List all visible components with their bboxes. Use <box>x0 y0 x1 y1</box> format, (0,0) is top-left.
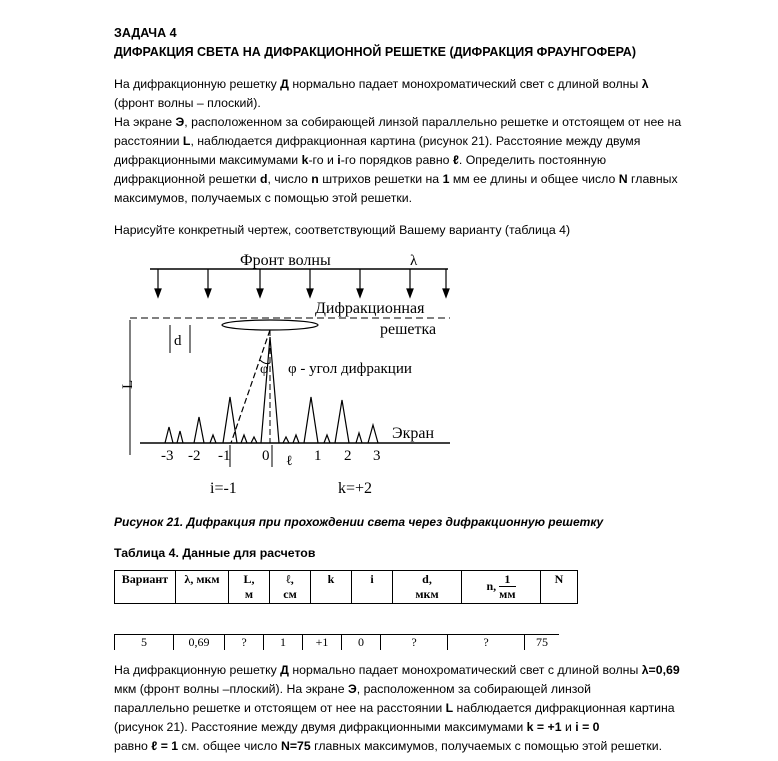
order-label-minus-2: -2 <box>188 448 201 464</box>
table-title: Таблица 4. Данные для расчетов <box>114 546 316 560</box>
L-label: L <box>120 379 136 389</box>
col-lambda: λ, мкм <box>176 571 229 604</box>
solution-line-3: параллельно решетке и отстоящем от нее на расстоянии L наблюдается дифракционная картина <box>114 701 675 715</box>
intro-line-1: На дифракционную решетку Д нормально падает монохроматический свет с длиной волны λ <box>114 77 649 91</box>
data-table-header <box>114 570 578 604</box>
col-n: n, $\frac{1}{мм}$ <box>462 571 541 604</box>
ell-label: ℓ <box>286 454 293 469</box>
wave-front-label: Фронт волны <box>240 252 331 269</box>
value-k: +1 <box>303 635 342 651</box>
intro-line-5: дифракционными максимумами k-го и i-го порядков равно ℓ. Определить постоянную <box>114 153 607 167</box>
col-L: L, м <box>229 571 270 604</box>
order-label-minus-3: -3 <box>161 448 174 464</box>
peak-minus-1 <box>223 397 237 443</box>
value-n: ? <box>448 635 525 651</box>
peak-plus-3 <box>368 425 378 443</box>
intro-line-3: На экране Э, расположенном за собирающей линзой параллельно решетке и отстоящем от нее на <box>114 115 682 129</box>
solution-line-1: На дифракционную решетку Д нормально падает монохроматический свет с длиной волны λ=0,69 <box>114 663 680 677</box>
solution-line-2: мкм (фронт волны –плоский). На экране Э, расположенном за собирающей линзой <box>114 682 591 696</box>
task-number: ЗАДАЧА 4 <box>114 26 177 40</box>
value-L: ? <box>225 635 264 651</box>
col-variant: Вариант <box>115 571 176 604</box>
i-order-label: i=-1 <box>210 480 237 497</box>
diffraction-figure <box>110 245 470 500</box>
order-label-2: 2 <box>344 448 352 464</box>
intro-line-4: расстоянии L, наблюдается дифракционная картина (рисунок 21). Расстояние между двумя <box>114 134 641 148</box>
value-d: ? <box>381 635 448 651</box>
intensity-profile <box>165 337 378 443</box>
lambda-label: λ <box>410 253 418 269</box>
intro-line-6: дифракционной решетки d, число n штрихов решетки на 1 мм ее длины и общее число N главных <box>114 172 678 186</box>
grating-label-1: Дифракционная <box>315 300 425 317</box>
draw-instruction: Нарисуйте конкретный чертеж, соответствующий Вашему варианту (таблица 4) <box>114 223 571 237</box>
solution-line-4: (рисунок 21). Расстояние между двумя дифракционными максимумами k = +1 и i = 0 <box>114 720 600 734</box>
solution-line-5: равно ℓ = 1 см. общее число N=75 главных максимумов, получаемых с помощью этой решетки. <box>114 739 663 753</box>
phi-description: φ - угол дифракции <box>288 361 412 377</box>
peak-minus-3 <box>165 427 173 443</box>
col-d: d, мкм <box>393 571 462 604</box>
k-order-label: k=+2 <box>338 480 373 497</box>
value-i: 0 <box>342 635 381 651</box>
order-label-1: 1 <box>314 448 322 464</box>
order-label-3: 3 <box>373 448 381 464</box>
d-label: d <box>174 333 182 349</box>
col-i: i <box>352 571 393 604</box>
intro-line-7: максимумов, получаемых с помощью этой решетки. <box>114 191 412 205</box>
lens <box>222 320 318 330</box>
value-variant: 5 <box>115 635 174 651</box>
figure-caption: Рисунок 21. Дифракция при прохождении света через дифракционную решетку <box>114 515 604 529</box>
task-title: ДИФРАКЦИЯ СВЕТА НА ДИФРАКЦИОННОЙ РЕШЕТКЕ (ДИФРАКЦИЯ ФРАУНГОФЕРА) <box>114 45 636 59</box>
intro-line-2: (фронт волны – плоский). <box>114 96 261 110</box>
phi-symbol: φ <box>260 362 269 377</box>
col-N: N <box>541 571 578 604</box>
grating-label-2: решетка <box>380 321 437 338</box>
data-table-values <box>114 634 559 650</box>
value-ell: 1 <box>264 635 303 651</box>
peak-plus-2 <box>335 400 349 443</box>
order-label-0: 0 <box>262 448 270 464</box>
diffracted-ray <box>231 330 270 443</box>
value-N: 75 <box>525 635 560 651</box>
screen-label: Экран <box>392 425 434 442</box>
value-lambda: 0,69 <box>174 635 225 651</box>
order-label-minus-1: -1 <box>218 448 231 464</box>
peak-plus-1 <box>304 397 318 443</box>
col-k: k <box>311 571 352 604</box>
col-ell: ℓ, см <box>270 571 311 604</box>
wave-front-arrows <box>155 269 449 297</box>
peak-minus-2 <box>194 417 204 443</box>
